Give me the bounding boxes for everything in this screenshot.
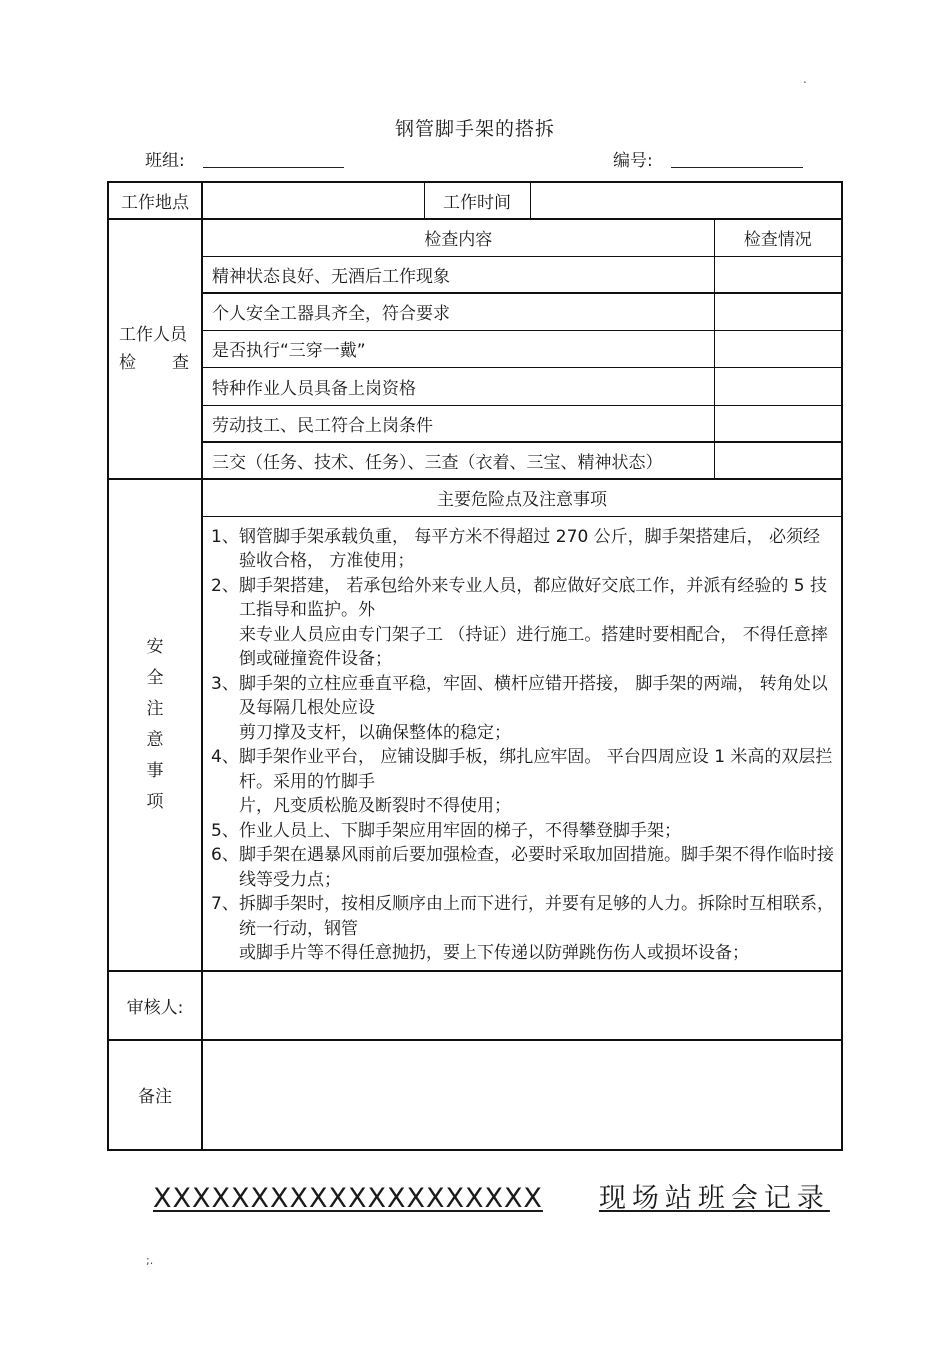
hazard-item: 1、 钢管脚手架承载负重， 每平方米不得超过 270 公斤，脚手架搭建后， 必须经验收合格， 方准使用；	[211, 526, 821, 571]
footer-record-title	[153, 1176, 830, 1215]
company-placeholder: XXXXXXXXXXXXXXXXXXXX	[153, 1183, 543, 1214]
hazard-item: 5、 作业人员上、下脚手架应用牢固的梯子，不得攀登脚手架；	[211, 820, 681, 841]
check-content-header: 检查内容	[202, 219, 714, 256]
work-time-value[interactable]	[530, 182, 842, 219]
document-title: 钢管脚手架的搭拆	[394, 118, 555, 140]
safety-notes-label	[108, 479, 202, 971]
reviewer-label: 审核人:	[108, 971, 202, 1040]
safety-label-char: 注	[146, 698, 164, 719]
hazards-header: 主要危险点及注意事项	[202, 479, 842, 516]
work-record-form	[107, 181, 843, 1151]
hazards-list	[202, 516, 842, 971]
check-item: 三交（任务、技术、任务）、三查（衣着、三宝、精神状态）	[202, 442, 714, 479]
worker-check-label-char: 查	[172, 353, 189, 373]
check-status-cell[interactable]	[714, 442, 842, 479]
check-item: 劳动技工、民工符合上岗条件	[202, 405, 714, 442]
hazard-item: 2、 脚手架搭建， 若承包给外来专业人员，都应做好交底工作，并派有经验的 5 技工指导和监护。外 来专业人员应由专门架子工 （持证）进行施工。搭建时要相配合， 不得任意摔倒或碰撞瓷件设备；	[211, 575, 828, 669]
safety-label-char: 安	[146, 636, 164, 657]
record-title: 现场站班会记录	[598, 1183, 830, 1214]
worker-check-label-line1: 工作人员	[119, 325, 187, 345]
hazard-item: 6、 脚手架在遇暴风雨前后要加强检查，必要时采取加固措施。脚手架不得作临时接线等受力点；	[211, 845, 834, 890]
remarks-label: 备注	[108, 1040, 202, 1150]
safety-label-char: 项	[146, 791, 164, 812]
check-status-cell[interactable]	[714, 256, 842, 293]
corner-mark: .	[803, 72, 807, 86]
check-item: 个人安全工器具齐全，符合要求	[202, 293, 714, 330]
team-label: 班组:	[145, 151, 185, 171]
check-item: 是否执行“三穿一戴”	[202, 330, 714, 367]
work-location-label: 工作地点	[108, 182, 202, 219]
page-mark: ;.	[146, 1254, 154, 1267]
remarks-value[interactable]	[202, 1040, 842, 1150]
check-item: 精神状态良好、无酒后工作现象	[202, 256, 714, 293]
safety-label-char: 事	[146, 760, 164, 781]
hazard-item: 3、 脚手架的立柱应垂直平稳，牢固、横杆应错开搭接， 脚手架的两端， 转角处以及每隔几根处应设 剪刀撑及支杆，以确保整体的稳定；	[211, 673, 828, 743]
worker-check-label	[108, 219, 202, 479]
work-time-label: 工作时间	[424, 182, 530, 219]
hazard-item: 7、 拆脚手架时，按相反顺序由上而下进行，并要有足够的人力。拆除时互相联系，统一行动，钢管 或脚手片等不得任意抛扔，要上下传递以防弹跳伤伤人或损坏设备；	[211, 894, 834, 963]
safety-label-char: 全	[146, 667, 164, 688]
check-item: 特种作业人员具备上岗资格	[202, 367, 714, 405]
worker-check-label-char: 检	[119, 353, 136, 373]
check-status-cell[interactable]	[714, 330, 842, 367]
hazard-item: 4、 脚手架作业平台， 应铺设脚手板，绑扎应牢固。 平台四周应设 1 米高的双层拦杆。采用的竹脚手 片，凡变质松脆及断裂时不得使用；	[211, 747, 833, 816]
reviewer-value[interactable]	[202, 971, 842, 1040]
number-label: 编号:	[613, 151, 653, 171]
safety-label-char: 意	[146, 729, 164, 750]
check-status-cell[interactable]	[714, 405, 842, 442]
work-location-value[interactable]	[202, 182, 424, 219]
check-status-cell[interactable]	[714, 367, 842, 405]
team-field-line[interactable]	[203, 167, 344, 168]
check-status-header: 检查情况	[714, 219, 842, 256]
check-status-cell[interactable]	[714, 293, 842, 330]
number-field-line[interactable]	[671, 167, 803, 168]
